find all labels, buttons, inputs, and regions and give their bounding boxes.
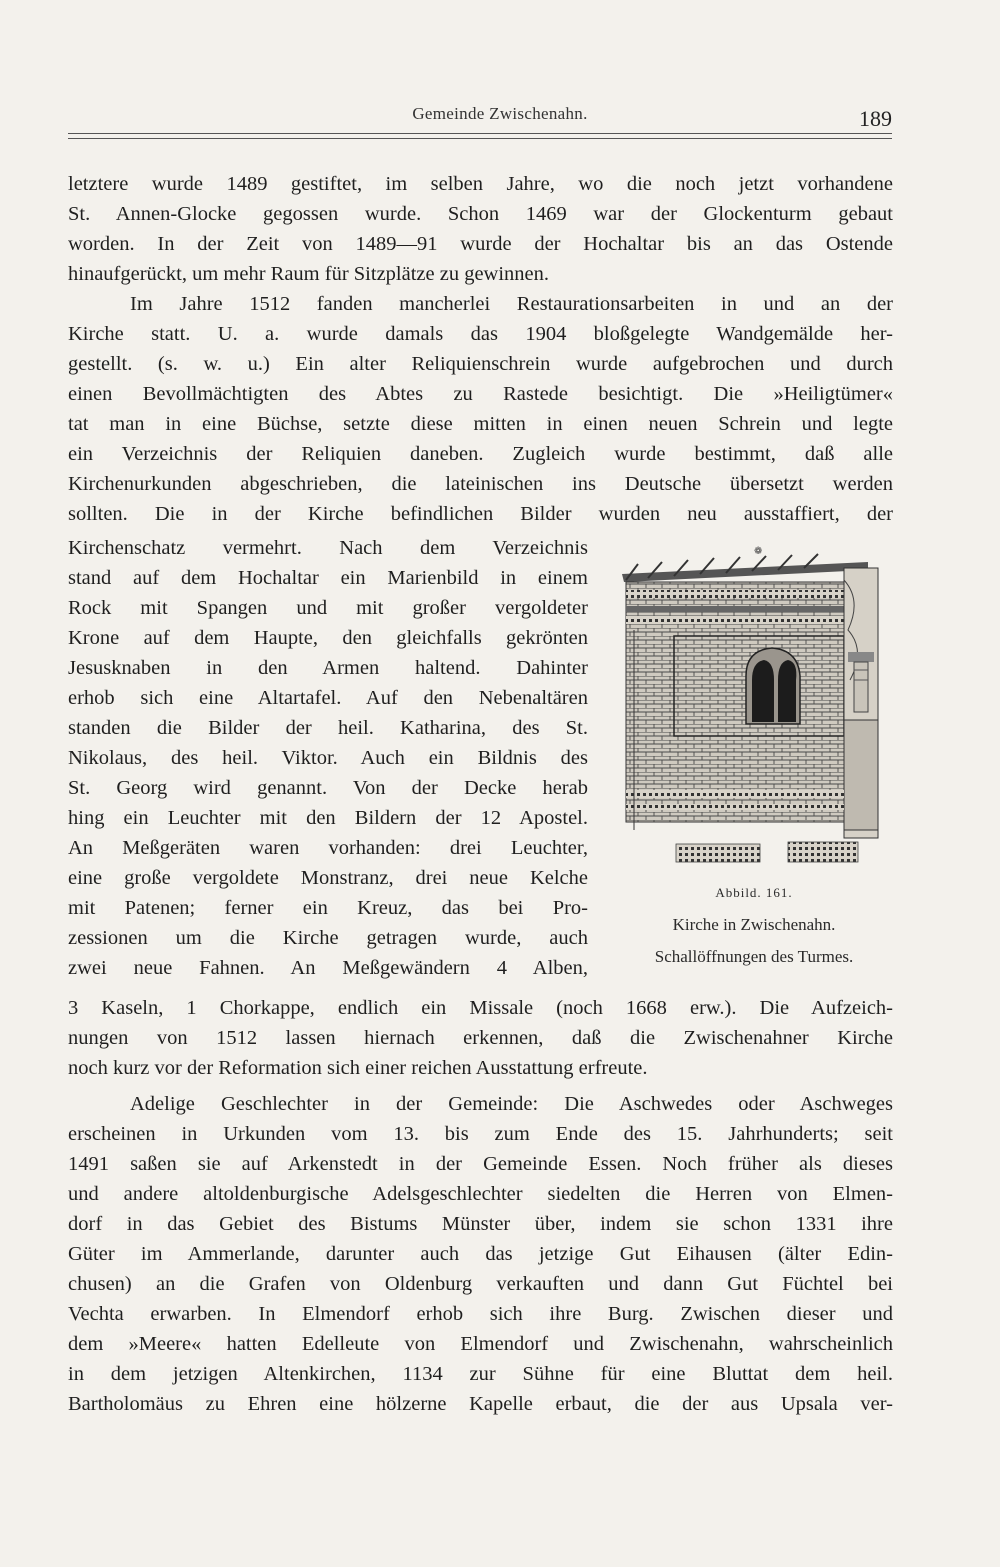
text-line: Güter im Ammerlande, darunter auch das jetzige Gut Eihausen (älter Edin-	[68, 1243, 893, 1265]
text-line: Kirche statt. U. a. wurde damals das 1904 bloßgelegte Wandgemälde her-	[68, 323, 893, 345]
text-line: und andere altoldenburgische Adelsgeschlechter siedelten die Herren von Elmen-	[68, 1183, 893, 1205]
text-line: hinaufgerückt, um mehr Raum für Sitzplätze zu gewinnen.	[68, 263, 550, 285]
text-line: noch kurz vor der Reformation sich einer reichen Ausstattung erfreute.	[68, 1057, 648, 1079]
text-line: zessionen um die Kirche getragen wurde, auch	[68, 927, 588, 949]
text-line: erhob sich eine Altartafel. Auf den Nebenaltären	[68, 687, 588, 709]
text-line: ein Verzeichnis der Reliquien daneben. Zugleich wurde bestimmt, daß alle	[68, 443, 893, 465]
text-line: St. Georg wird genannt. Von der Decke herab	[68, 777, 588, 799]
text-line: einen Bevollmächtigten des Abtes zu Rastede besichtigt. Die »Heiligtümer«	[68, 383, 893, 405]
text-line: sollten. Die in der Kirche befindlichen Bilder wurden neu ausstaffiert, der	[68, 503, 893, 525]
text-line: hing ein Leuchter mit den Bildern der 12 Apostel.	[68, 807, 588, 829]
text-line: eine große vergoldete Monstranz, drei neue Kelche	[68, 867, 588, 889]
tower-sound-openings-illustration	[618, 540, 890, 870]
text-line: Adelige Geschlechter in der Gemeinde: Die Aschwedes oder Aschweges	[130, 1093, 893, 1115]
text-line: dorf in das Gebiet des Bistums Münster über, indem sie schon 1331 ihre	[68, 1213, 893, 1235]
text-line: An Meßgeräten waren vorhanden: drei Leuchter,	[68, 837, 588, 859]
figure-caption: Schallöffnungen des Turmes.	[654, 947, 854, 966]
text-line: Kirchenurkunden abgeschrieben, die lateinischen ins Deutsche übersetzt werden	[68, 473, 893, 495]
text-line: mit Patenen; ferner ein Kreuz, das bei Pro-	[68, 897, 588, 919]
text-line: stand auf dem Hochaltar ein Marienbild in einem	[68, 567, 588, 589]
header-rule	[68, 138, 892, 139]
text-line: Rock mit Spangen und mit großer vergoldeter	[68, 597, 588, 619]
text-line: Jesusknaben in den Armen haltend. Dahinter	[68, 657, 588, 679]
running-header: Gemeinde Zwischenahn.	[412, 104, 588, 123]
text-line: letztere wurde 1489 gestiftet, im selben Jahre, wo die noch jetzt vorhandene	[68, 173, 893, 195]
text-line: worden. In der Zeit von 1489—91 wurde der Hochaltar bis an das Ostende	[68, 233, 893, 255]
figure-caption: Kirche in Zwischenahn.	[672, 915, 836, 934]
text-line: chusen) an die Grafen von Oldenburg verkauften und dann Gut Füchtel bei	[68, 1273, 893, 1295]
text-line: Vechta erwarben. In Elmendorf erhob sich ihre Burg. Zwischen dieser und	[68, 1303, 893, 1325]
text-line: nungen von 1512 lassen hiernach erkennen, daß die Zwischenahner Kirche	[68, 1027, 893, 1049]
text-line: St. Annen-Glocke gegossen wurde. Schon 1469 war der Glockenturm gebaut	[68, 203, 893, 225]
text-line: zwei neue Fahnen. An Meßgewändern 4 Alben,	[68, 957, 588, 979]
svg-text:❁: ❁	[754, 546, 763, 557]
figure-number: Abbild. 161.	[715, 885, 793, 900]
text-line: Kirchenschatz vermehrt. Nach dem Verzeichnis	[68, 537, 588, 559]
text-line: standen die Bilder der heil. Katharina, des St.	[68, 717, 588, 739]
text-line: 1491 saßen sie auf Arkenstedt in der Gemeinde Essen. Noch früher als dieses	[68, 1153, 893, 1175]
text-line: in dem jetzigen Altenkirchen, 1134 zur Sühne für eine Bluttat dem heil.	[68, 1363, 893, 1385]
figure-161	[618, 540, 890, 980]
text-line: Nikolaus, des heil. Viktor. Auch ein Bildnis des	[68, 747, 588, 769]
text-line: dem »Meere« hatten Edelleute von Elmendorf und Zwischenahn, wahrscheinlich	[68, 1333, 893, 1355]
text-line: tat man in eine Büchse, setzte diese mitten in einen neuen Schrein und legte	[68, 413, 893, 435]
text-line: Krone auf dem Haupte, den gleichfalls gekrönten	[68, 627, 588, 649]
text-line: Im Jahre 1512 fanden mancherlei Restaurationsarbeiten in und an der	[130, 293, 893, 315]
text-line: erscheinen in Urkunden vom 13. bis zum Ende des 15. Jahrhunderts; seit	[68, 1123, 893, 1145]
header-rule	[68, 133, 892, 134]
text-line: 3 Kaseln, 1 Chorkappe, endlich ein Missale (noch 1668 erw.). Die Aufzeich-	[68, 997, 893, 1019]
text-line: gestellt. (s. w. u.) Ein alter Reliquienschrein wurde aufgebrochen und durch	[68, 353, 893, 375]
text-line: Bartholomäus zu Ehren eine hölzerne Kapelle erbaut, die der aus Upsala ver-	[68, 1393, 893, 1415]
page-number: 189	[859, 106, 892, 131]
